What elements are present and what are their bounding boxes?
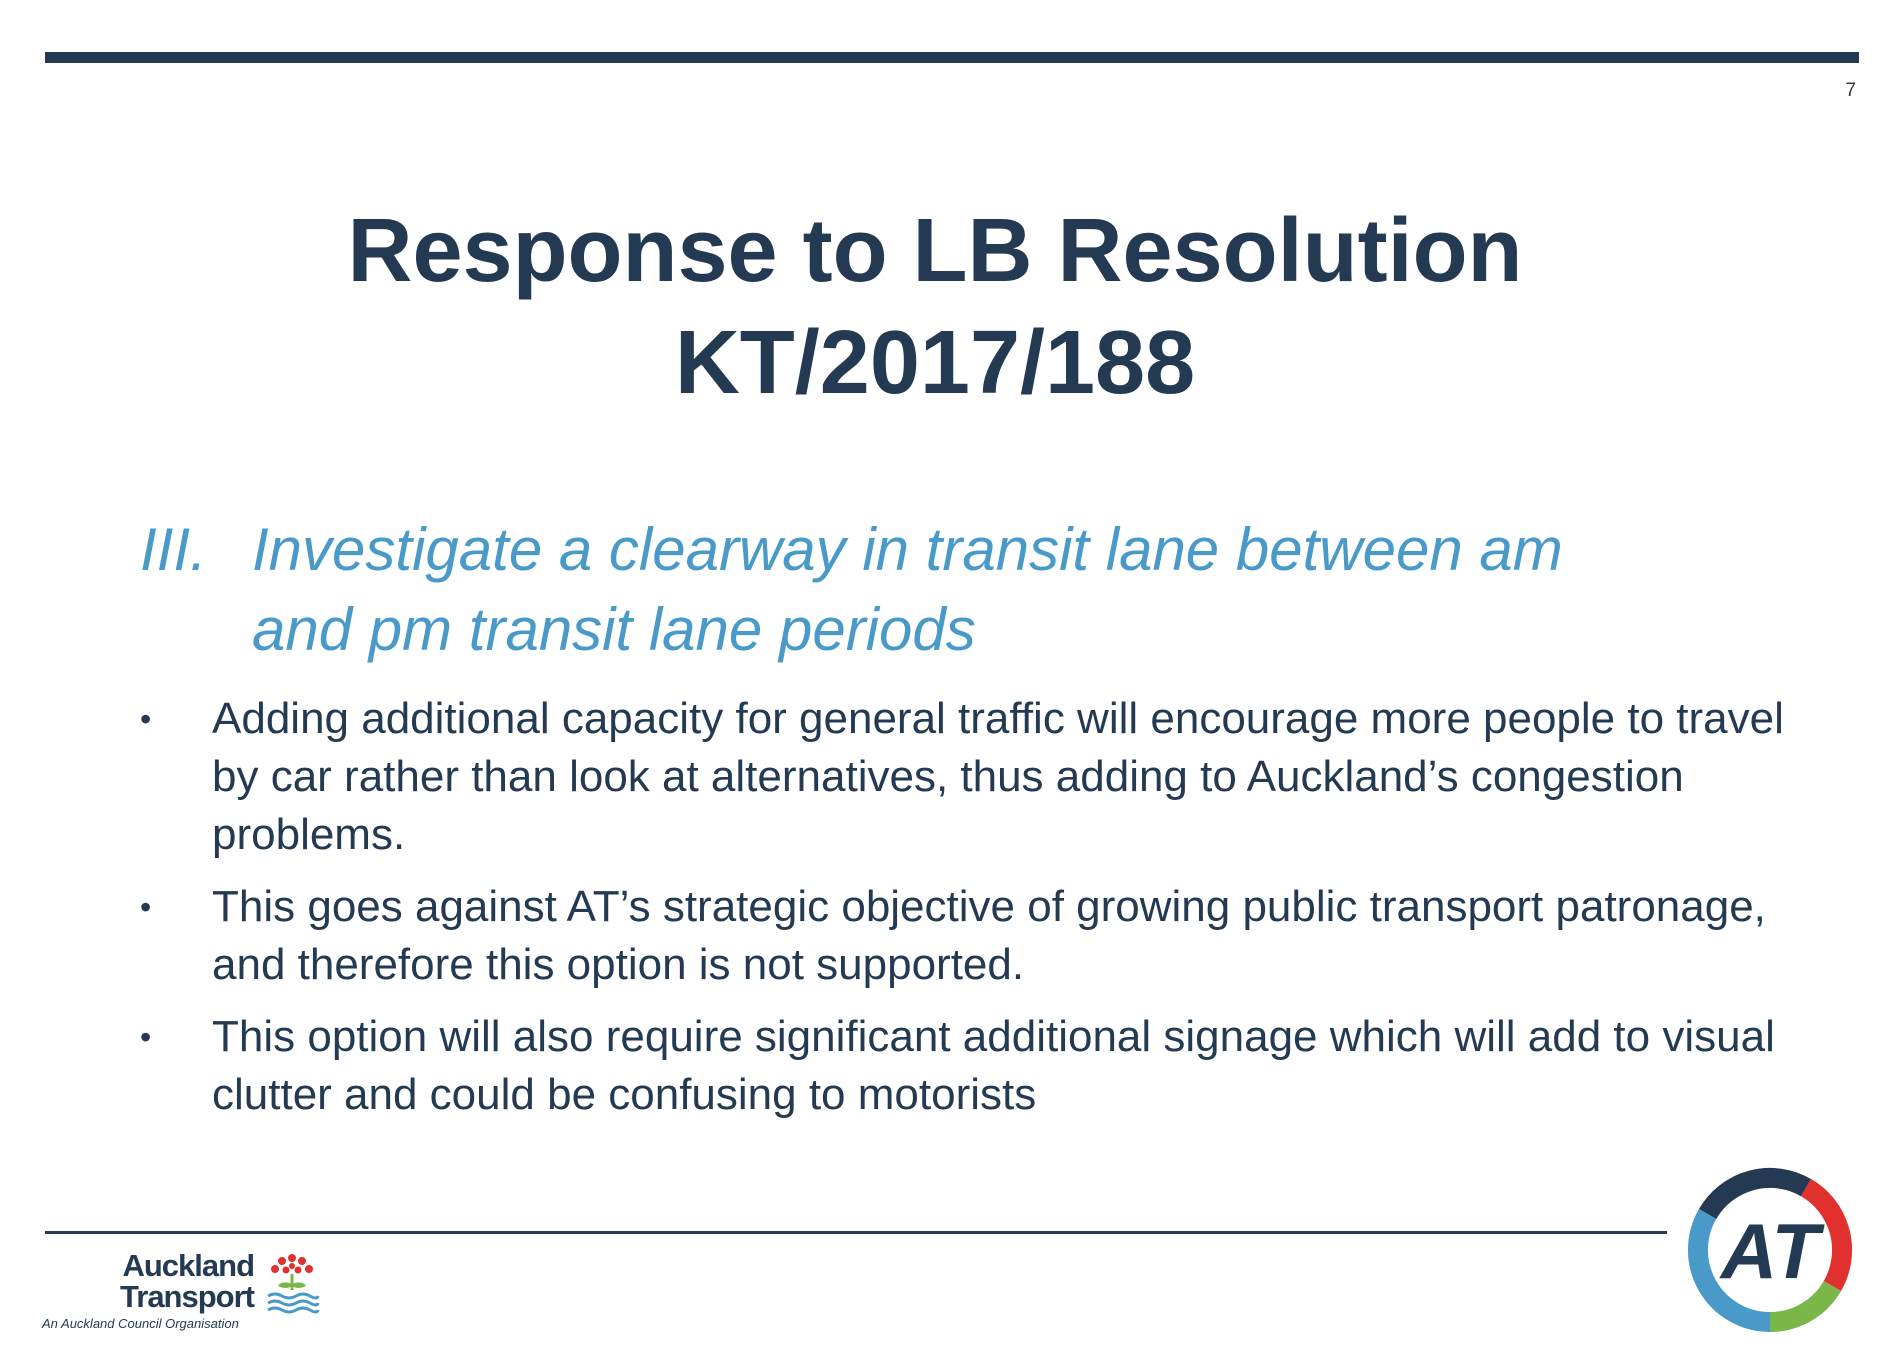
- section-subheading: [140, 510, 1563, 670]
- bullet-item: [140, 1008, 1840, 1124]
- pohutukawa-flower-icon: [264, 1250, 320, 1314]
- at-logo-icon: [1685, 1165, 1855, 1335]
- bullet-item: [140, 690, 1840, 864]
- bullet-marker: •: [140, 701, 152, 737]
- bottom-divider: [45, 1231, 1667, 1234]
- bullet-text: Adding additional capacity for general traffic will encourage more people to travel by car rather than look at alternatives, thus adding to Auckland’s congestion problems.: [212, 694, 1784, 859]
- bullet-marker: •: [140, 1019, 152, 1055]
- brand-line-1: Auckland: [122, 1248, 254, 1283]
- bullet-text: This goes against AT’s strategic objective of growing public transport patronage, and therefore this option is not supported.: [212, 882, 1766, 989]
- top-divider: [45, 52, 1859, 63]
- brand-name: [120, 1250, 254, 1312]
- page-number: 7: [1845, 80, 1856, 101]
- subheading-line-1: Investigate a clearway in transit lane between am: [252, 516, 1563, 583]
- brand-line-2: Transport: [120, 1279, 254, 1314]
- bullet-list: [140, 690, 1840, 1138]
- bullet-text: This option will also require significant additional signage which will add to visual clutter and could be confusing to motorists: [212, 1012, 1775, 1119]
- slide-title-line-1: Response to LB Resolution: [347, 201, 1523, 301]
- bullet-marker: •: [140, 889, 152, 925]
- auckland-transport-brand: [42, 1250, 342, 1340]
- slide-title: [0, 195, 1870, 419]
- subheading-numeral: III.: [140, 516, 207, 583]
- at-logo-text: AT: [1720, 1207, 1820, 1295]
- subheading-line-2: and pm transit lane periods: [252, 596, 976, 663]
- bullet-item: [140, 878, 1840, 994]
- slide-title-line-2: KT/2017/188: [674, 313, 1196, 413]
- brand-tagline: An Auckland Council Organisation: [42, 1316, 239, 1331]
